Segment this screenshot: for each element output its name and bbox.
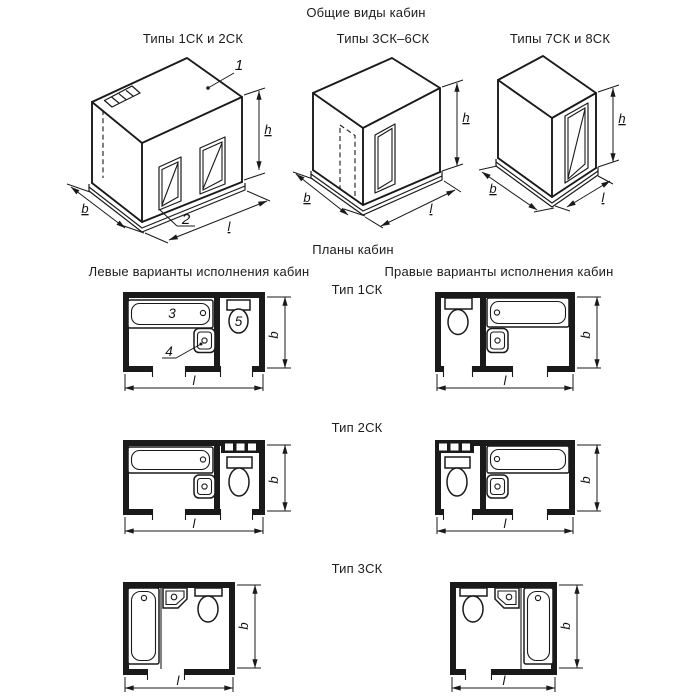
width-dimension (479, 166, 554, 212)
height-dimension (244, 88, 272, 180)
row-label-type-1sk: Тип 1СК (331, 282, 383, 297)
l-dim-label: l (503, 373, 507, 388)
cabin-box (496, 56, 598, 207)
plan-type-3sk-right (440, 578, 605, 700)
l-dim-label: l (502, 673, 506, 688)
l-dim-label: l (192, 516, 196, 531)
washbasin-icon (194, 475, 215, 498)
b-dim-label: b (578, 476, 593, 484)
toilet-icon (195, 588, 222, 622)
plan-type-1sk-left (115, 288, 300, 396)
l-dim-label: l (503, 516, 507, 531)
base-plinth (311, 171, 442, 215)
hidden-door-opening (340, 125, 355, 199)
shelf-unit-icon (221, 440, 259, 453)
width-dimension (558, 585, 583, 668)
length-dimension (437, 516, 573, 534)
callout-1-label: 1 (234, 57, 244, 74)
iso-label-types-1sk-2sk: Типы 1СК и 2СК (142, 31, 244, 46)
height-dimension (442, 80, 470, 171)
b-dim-label: b (266, 476, 281, 484)
plan-type-1sk-right (430, 288, 615, 396)
callout-2-label: 2 (181, 211, 191, 228)
toilet-icon (460, 588, 487, 622)
plan-type-2sk-left (115, 436, 300, 540)
length-dimension (145, 191, 270, 243)
washbasin-icon (194, 329, 215, 353)
plan-type-3sk-left (115, 578, 280, 700)
l-dim-label: l (192, 373, 196, 388)
width-dimension (266, 297, 291, 368)
iso-label-types-3sk-6sk: Типы 3СК–6СК (336, 31, 430, 46)
b-dim-label: b (558, 622, 573, 630)
left-variants-heading: Левые варианты исполнения кабин (88, 264, 310, 279)
width-dimension (266, 445, 291, 511)
b-dim-label: b (266, 331, 281, 339)
h-dim-label: h (264, 122, 272, 137)
toilet-icon (445, 457, 470, 496)
toilet-icon (445, 298, 472, 335)
door-opening (159, 157, 181, 210)
iso-view-types-7sk-8sk (470, 50, 665, 240)
bathtub-icon (487, 298, 569, 327)
iso-label-types-7sk-8sk: Типы 7СК и 8СК (509, 31, 611, 46)
length-dimension (437, 373, 573, 391)
washbasin-icon (163, 588, 187, 608)
right-variants-heading: Правые варианты исполнения кабин (384, 264, 614, 279)
toilet-icon (227, 457, 252, 496)
b-dim-label: b (81, 201, 89, 216)
door-opening (565, 103, 588, 183)
b-dim-label: b (489, 181, 497, 196)
washbasin-icon (495, 588, 519, 608)
bathtub-icon (524, 588, 553, 664)
partition-wall (480, 298, 486, 366)
length-dimension (452, 673, 555, 692)
callout-5-toilet: 5 (234, 314, 243, 329)
door-opening (375, 124, 395, 193)
l-dim-label: l (176, 673, 180, 688)
length-dimension (125, 373, 263, 391)
width-dimension (236, 585, 261, 668)
row-label-type-3sk: Тип 3СК (331, 561, 383, 576)
b-dim-label: b (578, 331, 593, 339)
bathtub-icon (128, 588, 159, 664)
callout-3-bath: 3 (168, 306, 176, 321)
row-label-type-2sk: Тип 2СК (331, 420, 383, 435)
width-dimension (67, 184, 144, 233)
callout-4-label: 4 (165, 344, 173, 359)
door-opening (200, 137, 225, 194)
general-views-title: Общие виды кабин (306, 5, 426, 20)
length-dimension (125, 673, 233, 692)
b-dim-label: b (236, 622, 251, 630)
length-dimension (125, 516, 263, 534)
iso-view-types-1sk-2sk (55, 50, 295, 255)
cabin-box (311, 58, 442, 215)
h-dim-label: h (618, 111, 626, 126)
width-dimension (577, 297, 601, 368)
bathtub-icon (128, 447, 213, 473)
iso-view-types-3sk-6sk (285, 50, 480, 240)
roof-vent-icon (105, 86, 141, 107)
plan-type-2sk-right (430, 436, 615, 540)
b-dim-label: b (303, 190, 311, 205)
washbasin-icon (487, 329, 508, 353)
width-dimension (577, 445, 601, 511)
l-dim-label: l (601, 190, 605, 205)
l-dim-label: l (429, 201, 433, 216)
shelf-unit-icon (436, 440, 474, 453)
bathtub-icon (487, 446, 569, 473)
h-dim-label: h (462, 110, 470, 125)
partition-wall (480, 446, 486, 509)
plans-title: Планы кабин (312, 242, 394, 257)
washbasin-icon (487, 475, 508, 498)
l-dim-label: l (227, 219, 231, 234)
height-dimension (598, 85, 626, 167)
